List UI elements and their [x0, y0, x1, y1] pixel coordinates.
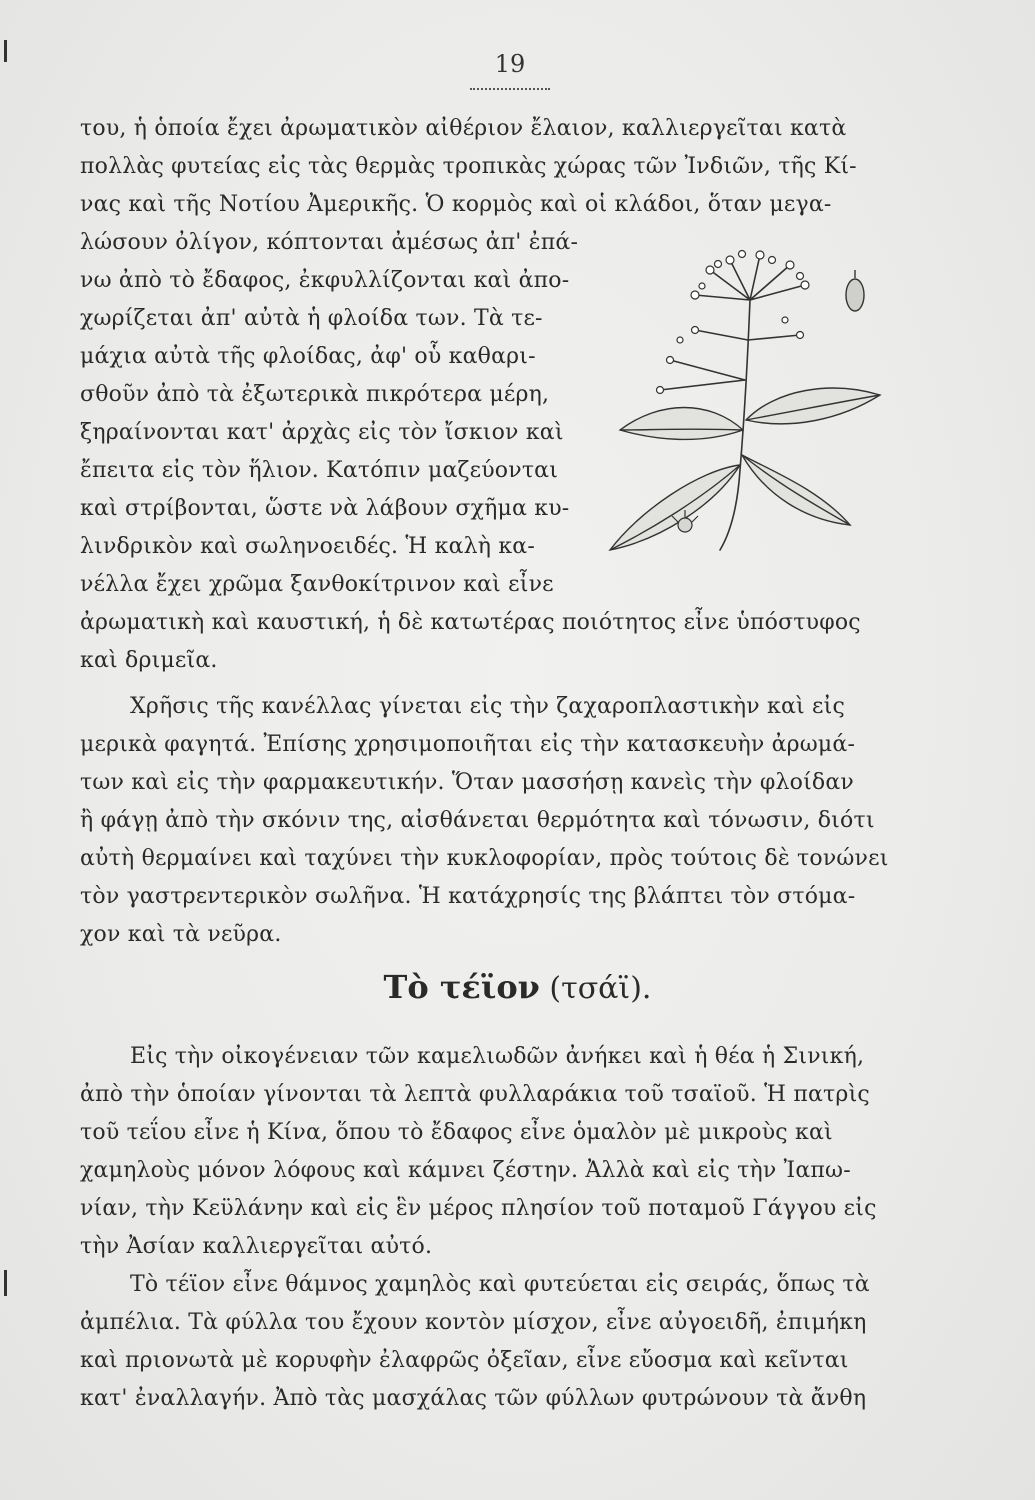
text-line: νίαν, τὴν Κεϋλάνην καὶ εἰς ἓν μέρος πλησίον τοῦ ποταμοῦ Γάγγου εἰς [80, 1196, 877, 1221]
text-line: ἀρωματικὴ καὶ καυστική, ἡ δὲ κατωτέρας ποιότητος εἶνε ὑπόστυφος [80, 610, 861, 635]
text-line: τοῦ τεΐου εἶνε ἡ Κίνα, ὅπου τὸ ἔδαφος εἶνε ὁμαλὸν μὲ μικροὺς καὶ [80, 1120, 833, 1145]
text-line: Χρῆσις τῆς κανέλλας γίνεται εἰς τὴν ζαχαροπλαστικὴν καὶ εἰς [130, 694, 845, 719]
text-line: μάχια αὐτὰ τῆς φλοίδας, ἀφ' οὗ καθαρι- [80, 344, 536, 369]
text-line: νέλλα ἔχει χρῶμα ξανθοκίτρινον καὶ εἶνε [80, 572, 554, 597]
text-line: καὶ στρίβονται, ὥστε νὰ λάβουν σχῆμα κυ- [80, 496, 570, 521]
heading-title: Τὸ τέϊον [383, 968, 540, 1006]
heading-subtitle: (τσάϊ). [539, 971, 652, 1006]
text-line: των καὶ εἰς τὴν φαρμακευτικήν. Ὅταν μασσήσῃ κανεὶς τὴν φλοίδαν [80, 770, 855, 795]
binding-mark [4, 1270, 7, 1296]
text-line: λώσουν ὀλίγον, κόπτονται ἀμέσως ἀπ' ἐπά- [80, 230, 579, 255]
text-line: ἀπὸ τὴν ὁποίαν γίνονται τὰ λεπτὰ φυλλαράκια τοῦ τσαϊοῦ. Ἡ πατρὶς [80, 1082, 870, 1107]
text-line: ἔπειτα εἰς τὸν ἥλιον. Κατόπιν μαζεύονται [80, 458, 559, 483]
text-line: τὴν Ἀσίαν καλλιεργεῖται αὐτό. [80, 1234, 433, 1259]
text-line: χωρίζεται ἀπ' αὐτὰ ἡ φλοίδα των. Τὰ τε- [80, 306, 543, 331]
text-line: του, ἡ ὁποία ἔχει ἀρωματικὸν αἰθέριον ἔλαιον, καλλιεργεῖται κατὰ [80, 116, 847, 141]
text-line: καὶ πριονωτὰ μὲ κορυφὴν ἐλαφρῶς ὀξεῖαν, εἶνε εὔοσμα καὶ κεῖνται [80, 1348, 849, 1373]
text-line: νας καὶ τῆς Νοτίου Ἀμερικῆς. Ὁ κορμὸς καὶ οἱ κλάδοι, ὅταν μεγα- [80, 192, 832, 217]
text-line: κατ' ἐναλλαγήν. Ἀπὸ τὰς μασχάλας τῶν φύλλων φυτρώνουν τὰ ἄνθη [80, 1386, 867, 1411]
text-line: ἀμπέλια. Τὰ φύλλα του ἔχουν κοντὸν μίσχον, εἶνε αὐγοειδῆ, ἐπιμήκη [80, 1310, 867, 1335]
text-line: νω ἀπὸ τὸ ἔδαφος, ἐκφυλλίζονται καὶ ἀπο- [80, 268, 570, 293]
page-number-rule [470, 88, 550, 90]
text-line: τὸν γαστρεντερικὸν σωλῆνα. Ἡ κατάχρησίς της βλάπτει τὸν στόμα- [80, 884, 856, 909]
text-line: λινδρικὸν καὶ σωληνοειδές. Ἡ καλὴ κα- [80, 534, 535, 559]
text-line: μερικὰ φαγητά. Ἐπίσης χρησιμοποιῆται εἰς τὴν κατασκευὴν ἀρωμά- [80, 732, 856, 757]
text-line: χον καὶ τὰ νεῦρα. [80, 922, 282, 947]
text-line: Τὸ τέϊον εἶνε θάμνος χαμηλὸς καὶ φυτεύεται εἰς σειράς, ὅπως τὰ [130, 1272, 870, 1297]
text-line: σθοῦν ἀπὸ τὰ ἐξωτερικὰ πικρότερα μέρη, [80, 382, 550, 407]
section-heading-tea [0, 968, 1035, 1006]
text-line: Εἰς τὴν οἰκογένειαν τῶν καμελιωδῶν ἀνήκει καὶ ἡ θέα ἡ Σινική, [130, 1044, 865, 1069]
cinnamon-plant-icon [600, 240, 900, 570]
text-line: καὶ δριμεῖα. [80, 648, 218, 673]
text-line: αὐτὴ θερμαίνει καὶ ταχύνει τὴν κυκλοφορίαν, πρὸς τούτοις δὲ τονώνει [80, 846, 889, 871]
page-number: 19 [494, 50, 526, 78]
text-line: χαμηλοὺς μόνον λόφους καὶ κάμνει ζέστην. Ἀλλὰ καὶ εἰς τὴν Ἰαπω- [80, 1158, 851, 1183]
text-line: ἢ φάγῃ ἀπὸ τὴν σκόνιν της, αἰσθάνεται θερμότητα καὶ τόνωσιν, διότι [80, 808, 875, 833]
text-line: πολλὰς φυτείας εἰς τὰς θερμὰς τροπικὰς χώρας τῶν Ἰνδιῶν, τῆς Κί- [80, 154, 857, 179]
text-line: ξηραίνονται κατ' ἀρχὰς εἰς τὸν ἴσκιον καὶ [80, 420, 564, 445]
binding-mark [4, 40, 7, 62]
